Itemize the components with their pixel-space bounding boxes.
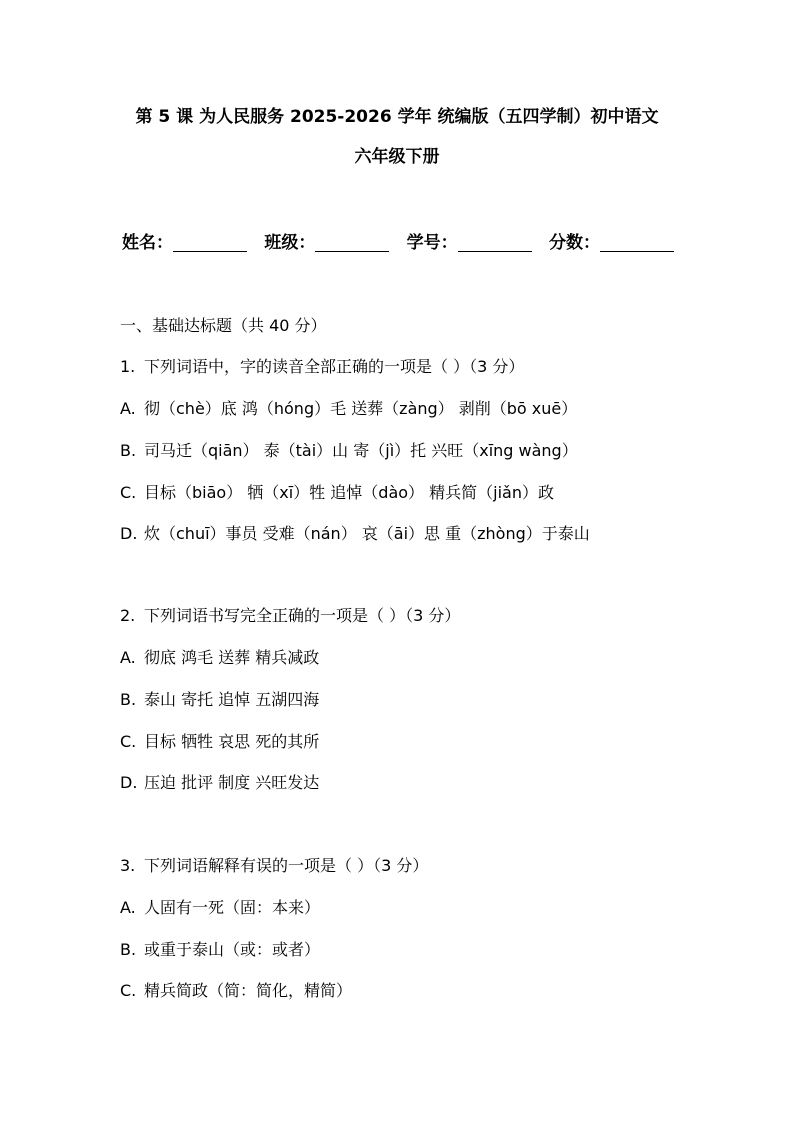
option-item [120,524,590,544]
option-item [120,690,319,710]
document-subtitle: 六年级下册 [354,147,440,167]
name-label: 姓名： [122,233,173,253]
option-text: 压迫 批评 制度 兴旺发达 [144,773,320,792]
option-letter: A. [120,898,136,917]
option-letter: C. [120,981,137,1000]
option-text: 或重于泰山（或：或者） [144,940,321,959]
class-label: 班级： [264,233,316,253]
option-item [120,441,578,461]
name-blank[interactable] [173,233,247,252]
score-field [549,230,674,254]
option-item [120,732,319,752]
option-letter: D. [120,524,138,543]
question-number: 2. [120,606,136,625]
option-text: 司马迁（qiān） 泰（tài）山 寄（jì）托 兴旺（xīng wàng） [144,441,578,460]
name-field [122,230,247,254]
option-text: 泰山 寄托 追悼 五湖四海 [144,690,320,709]
option-letter: B. [120,940,137,959]
option-letter: B. [120,441,137,460]
class-field [264,230,389,254]
option-item [120,940,320,960]
section-heading: 一、基础达标题（共 40 分） [120,316,327,335]
option-text: 彻底 鸿毛 送葬 精兵减政 [144,648,320,667]
option-item [120,773,319,793]
question-text: 下列词语中，字的读音全部正确的一项是（ ）（3 分） [144,357,525,376]
option-text: 精兵简政（简：简化，精简） [144,981,353,1000]
option-letter: B. [120,690,137,709]
question-text: 下列词语解释有误的一项是（ ）（3 分） [144,856,429,875]
score-label: 分数： [548,233,600,253]
option-text: 彻（chè）底 鸿（hóng）毛 送葬（zàng） 剥削（bō xuē） [144,399,578,418]
student-id-field [407,230,532,254]
question-stem [120,606,460,626]
student-id-label: 学号： [406,233,458,253]
option-text: 目标 牺牲 哀思 死的其所 [144,732,320,751]
option-item [120,399,577,419]
option-letter: A. [120,648,136,667]
question-stem [120,856,428,876]
question-text: 下列词语书写完全正确的一项是（ ）（3 分） [144,606,461,625]
question-number: 1. [120,357,136,376]
option-item [120,483,554,503]
student-info-row [122,230,674,254]
option-item [120,981,352,1001]
class-blank[interactable] [315,233,389,252]
option-item [120,648,319,668]
student-id-blank[interactable] [458,233,532,252]
score-blank[interactable] [600,233,674,252]
question-stem [120,357,524,377]
option-text: 目标（biāo） 牺（xī）牲 追悼（dào） 精兵简（jiǎn）政 [144,483,554,502]
option-letter: D. [120,773,138,792]
option-text: 炊（chuī）事员 受难（nán） 哀（āi）思 重（zhòng）于泰山 [144,524,590,543]
document-title: 第 5 课 为人民服务 2025-2026 学年 统编版（五四学制）初中语文 [135,107,659,127]
option-letter: C. [120,732,137,751]
question-number: 3. [120,856,136,875]
option-item [120,898,320,918]
option-text: 人固有一死（固：本来） [144,898,321,917]
option-letter: A. [120,399,136,418]
option-letter: C. [120,483,137,502]
